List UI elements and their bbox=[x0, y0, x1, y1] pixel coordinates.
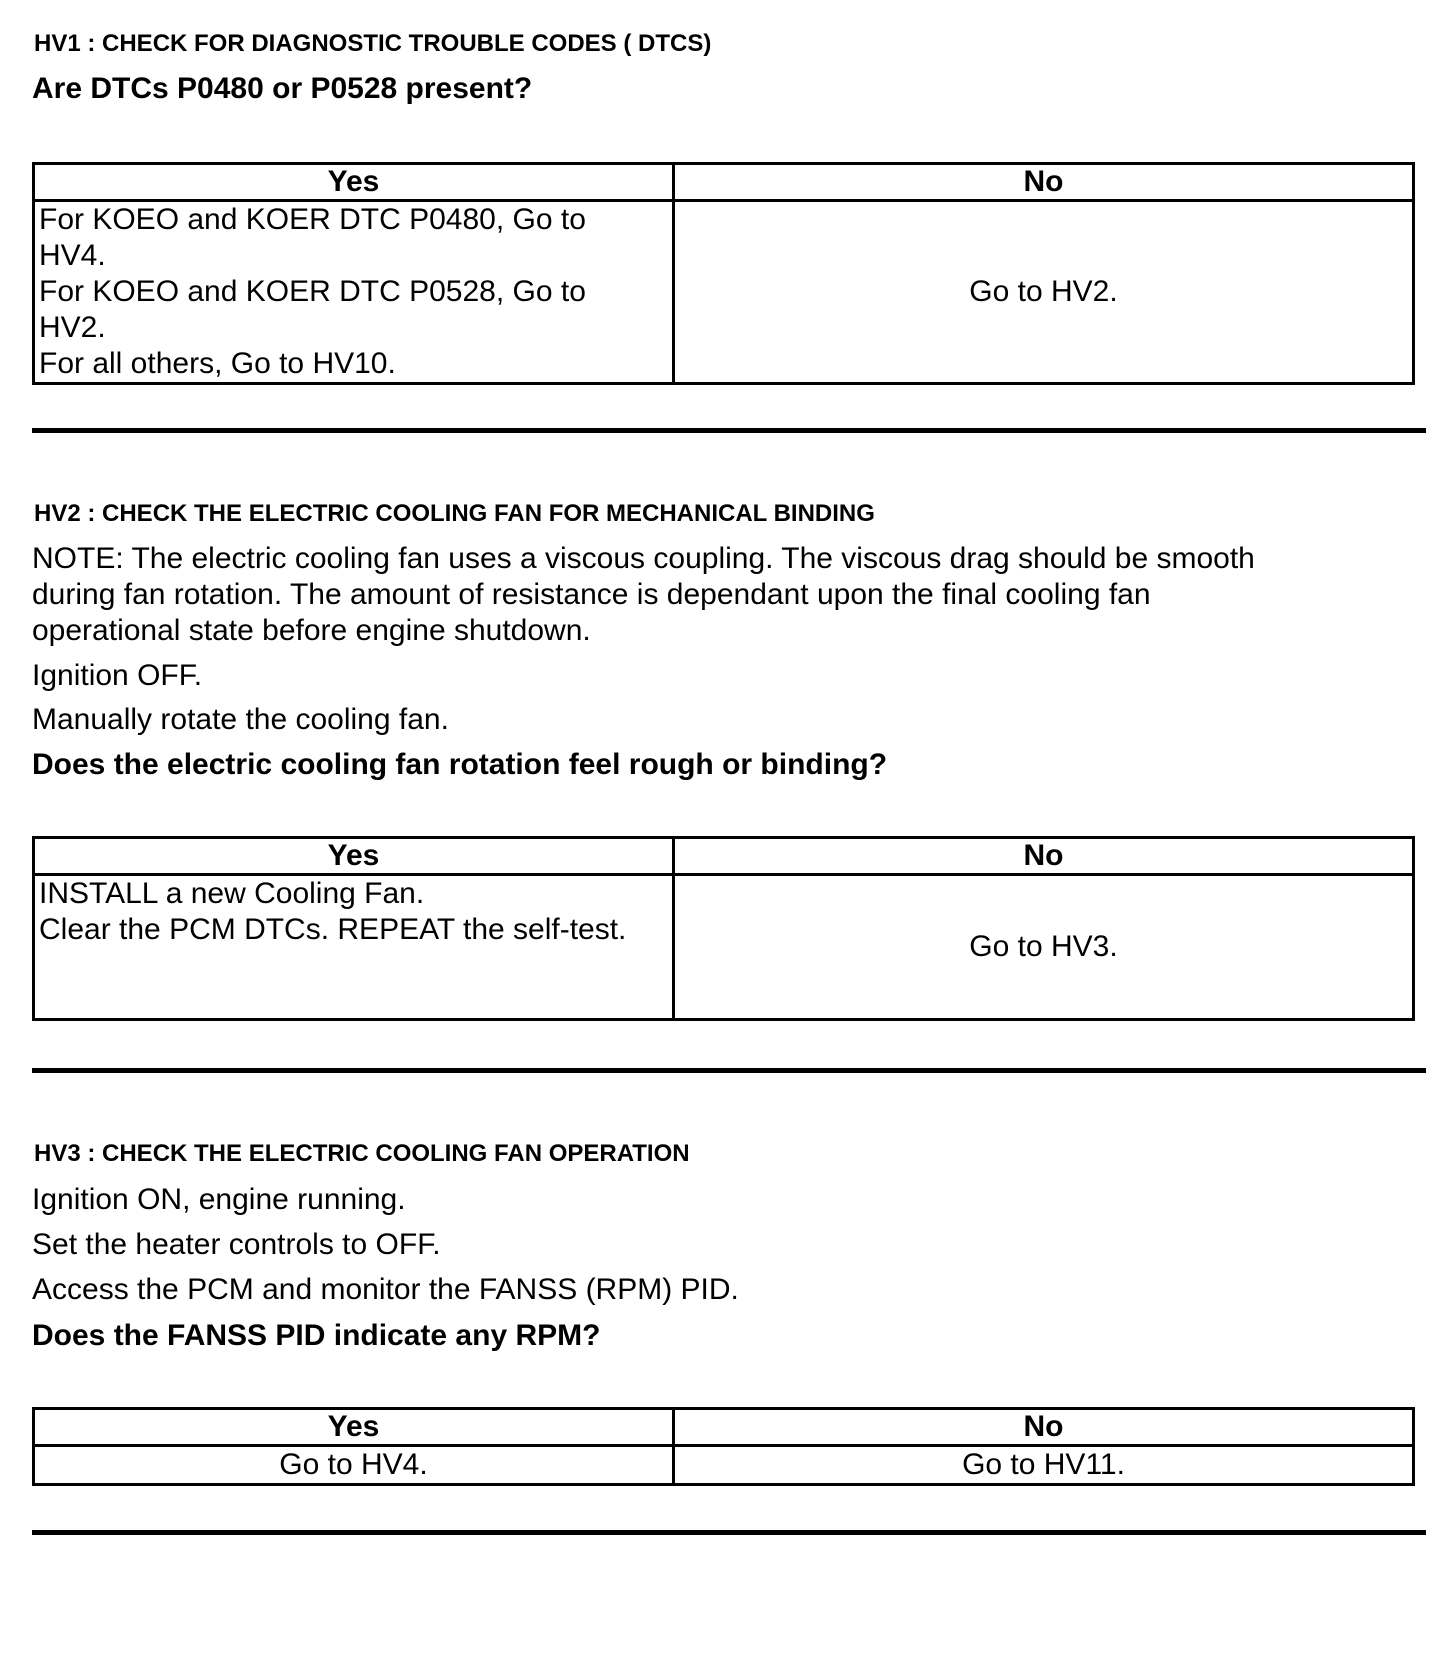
hv2-no-header: No bbox=[674, 838, 1414, 875]
hv2-heading: HV2 : CHECK THE ELECTRIC COOLING FAN FOR MECHANICAL BINDING bbox=[34, 500, 875, 527]
hv3-step: Access the PCM and monitor the FANSS (RPM) PID. bbox=[32, 1273, 739, 1306]
hv1-no-header: No bbox=[674, 164, 1414, 201]
hv1-yes-line: For KOEO and KOER DTC P0528, Go to bbox=[39, 275, 586, 308]
hv2-no-cell: Go to HV3. bbox=[674, 875, 1414, 1020]
hv2-note-line: operational state before engine shutdown. bbox=[32, 614, 591, 647]
hv2-note-line: NOTE: The electric cooling fan uses a viscous coupling. The viscous drag should be smooth bbox=[32, 542, 1255, 575]
hv1-yes-cell bbox=[34, 201, 674, 384]
section-divider bbox=[32, 1530, 1426, 1535]
hv1-question: Are DTCs P0480 or P0528 present? bbox=[32, 72, 533, 105]
hv3-question: Does the FANSS PID indicate any RPM? bbox=[32, 1319, 601, 1352]
section-divider bbox=[32, 1068, 1426, 1073]
hv2-yes-line: INSTALL a new Cooling Fan. bbox=[39, 877, 425, 910]
hv3-yes-cell: Go to HV4. bbox=[34, 1446, 674, 1485]
hv2-yes-line: Clear the PCM DTCs. REPEAT the self-test. bbox=[39, 913, 627, 946]
hv3-step: Set the heater controls to OFF. bbox=[32, 1228, 441, 1261]
hv3-heading: HV3 : CHECK THE ELECTRIC COOLING FAN OPERATION bbox=[34, 1140, 690, 1167]
hv1-heading: HV1 : CHECK FOR DIAGNOSTIC TROUBLE CODES ( DTCS) bbox=[34, 30, 712, 57]
hv3-no-cell: Go to HV11. bbox=[674, 1446, 1414, 1485]
hv3-no-header: No bbox=[674, 1409, 1414, 1446]
hv1-yes-line: For all others, Go to HV10. bbox=[39, 347, 396, 380]
hv2-yes-header: Yes bbox=[34, 838, 674, 875]
section-divider bbox=[32, 428, 1426, 433]
hv1-yes-header: Yes bbox=[34, 164, 674, 201]
hv1-yes-line: HV2. bbox=[39, 311, 106, 344]
hv2-step: Manually rotate the cooling fan. bbox=[32, 703, 449, 736]
hv3-step: Ignition ON, engine running. bbox=[32, 1183, 406, 1216]
hv1-no-cell: Go to HV2. bbox=[674, 201, 1414, 384]
hv2-note bbox=[32, 541, 1255, 649]
hv2-yes-cell bbox=[34, 875, 674, 1020]
hv1-answer-table bbox=[32, 162, 1415, 385]
hv2-answer-table bbox=[32, 836, 1415, 1021]
hv1-yes-line: For KOEO and KOER DTC P0480, Go to bbox=[39, 203, 586, 236]
hv2-note-line: during fan rotation. The amount of resistance is dependant upon the final cooling fan bbox=[32, 578, 1151, 611]
hv2-question: Does the electric cooling fan rotation feel rough or binding? bbox=[32, 748, 888, 781]
hv3-answer-table bbox=[32, 1407, 1415, 1486]
hv3-yes-header: Yes bbox=[34, 1409, 674, 1446]
hv1-yes-line: HV4. bbox=[39, 239, 106, 272]
hv2-step: Ignition OFF. bbox=[32, 659, 203, 692]
